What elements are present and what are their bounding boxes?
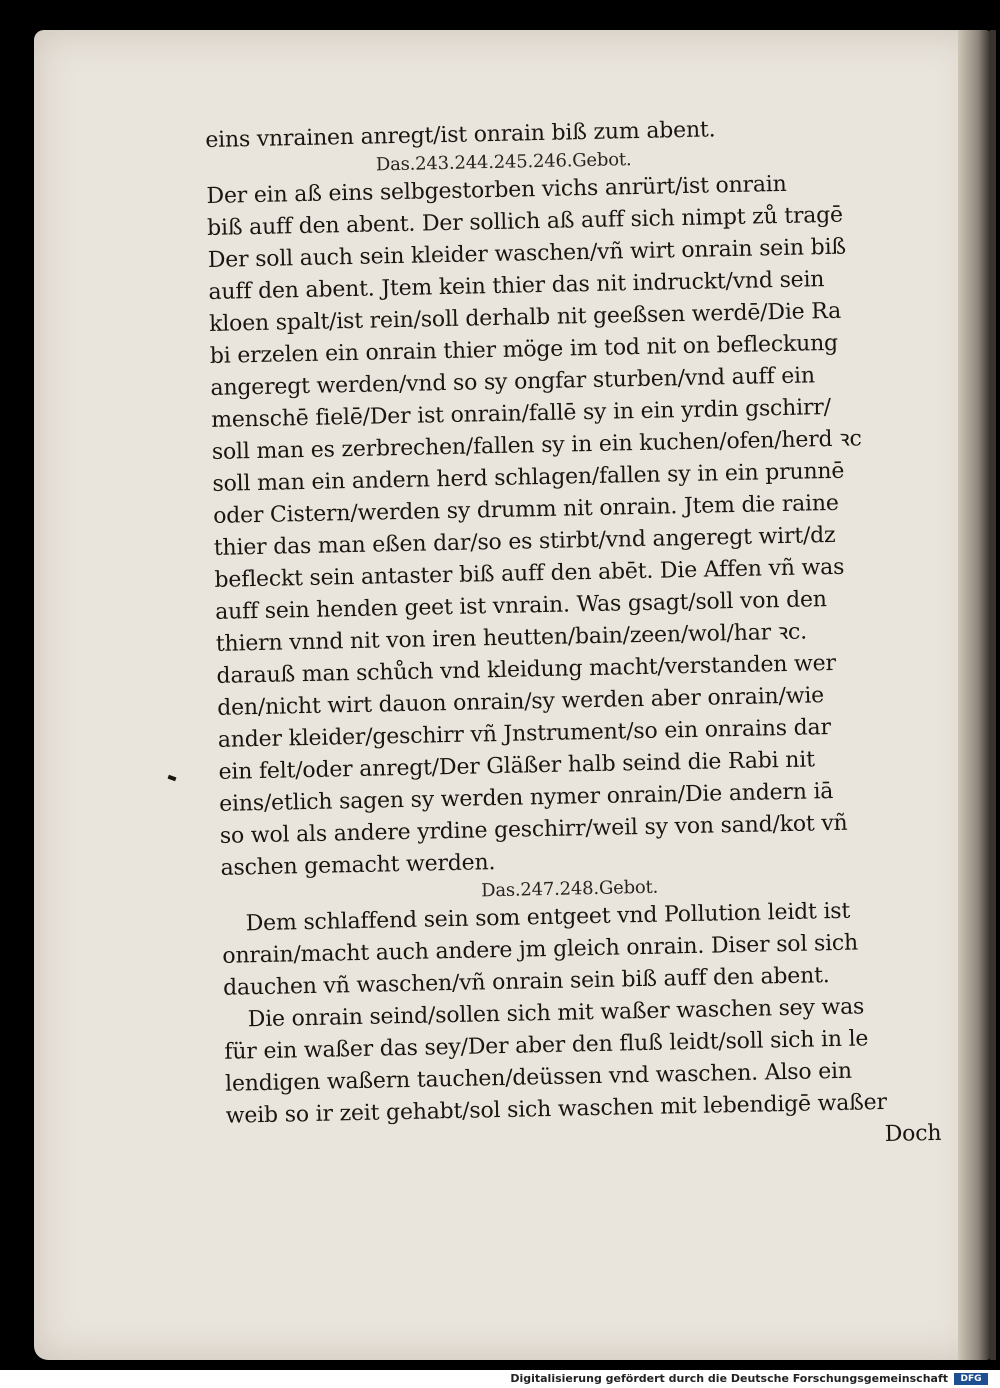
text-line: bi erzelen ein onrain thier möge im tod nit on befleckung	[209, 330, 839, 369]
text-line: eins vnrainen anregt/ist onrain biß zum abent.	[205, 117, 716, 153]
text-line: onrain/macht auch andere jm gleich onrain. Diser sol sich	[222, 930, 859, 969]
text-line: dauchen vñ waschen/vñ onrain sein biß auff den abent.	[222, 963, 830, 1001]
text-line: ander kleider/geschirr vñ Jnstrument/so ein onrains dar	[217, 715, 832, 753]
text-line: soll man ein andern herd schlagen/fallen sy in ein prunnē	[212, 458, 845, 497]
text-line: auff den abent. Jtem kein thier das nit indruckt/vnd sein	[208, 267, 825, 305]
text-line: soll man es zerbrechen/fallen sy in ein kuchen/ofen/herd ꝛc	[211, 426, 862, 465]
text-line: für ein waßer das sey/Der aber den fluß leidt/soll sich in le	[224, 1026, 869, 1065]
page-gutter	[958, 30, 992, 1360]
paragraph-start-line: Dem schlaffend sein som entgeet vnd Pollution leidt ist	[245, 898, 851, 937]
text-line: menschē fielē/Der ist onrain/fallē sy in ein yrdin gschirr/	[210, 394, 832, 433]
text-line: auff sein henden geet ist vnrain. Was gsagt/soll von den	[214, 587, 828, 625]
catchword: Doch	[884, 1120, 942, 1147]
binding-edge	[990, 30, 996, 1360]
footer-credit: Digitalisierung gefördert durch die Deutsche Forschungsgemeinschaft	[510, 1372, 948, 1385]
text-line: Der soll auch sein kleider waschen/vñ wirt onrain sein biß	[207, 234, 847, 273]
text-line: weib so ir zeit gehabt/sol sich waschen mit lebendigē waßer	[225, 1089, 888, 1129]
text-line: lendigen waßern tauchen/deüssen vnd waschen. Also ein	[224, 1058, 853, 1097]
text-line: befleckt sein antaster biß auff den abēt. Die Affen vñ was	[214, 554, 845, 593]
page-text	[205, 110, 942, 1165]
text-line: kloen spalt/ist rein/soll derhalb nit geeßsen werdē/Die Ra	[208, 298, 842, 337]
text-line: oder Cistern/werden sy drumm nit onrain. Jtem die raine	[212, 490, 839, 529]
text-line: aschen gemacht werden.	[220, 850, 496, 881]
text-line: biß auff den abent. Der sollich aß auff sich nimpt zů tragē	[206, 202, 844, 241]
text-line: Der ein aß eins selbgestorben vichs anrürt/ist onrain	[206, 171, 787, 209]
text-line: den/nicht wirt dauon onrain/sy werden aber onrain/wie	[216, 683, 825, 721]
text-line: eins/etlich sagen sy werden nymer onrain/Die andern iā	[218, 778, 834, 817]
text-line: so wol als andere yrdine geschirr/weil sy von sand/kot vñ	[219, 810, 848, 849]
text-line: darauß man schůch vnd kleidung macht/verstanden wer	[216, 650, 837, 689]
text-line: ein felt/oder anregt/Der Gläßer halb seind die Rabi nit	[218, 747, 815, 785]
text-line: thiern vnnd nit von iren heutten/bain/zeen/wol/har ꝛc.	[215, 619, 808, 657]
text-line: thier das man eßen dar/so es stirbt/vnd angeregt wirt/dz	[213, 522, 836, 561]
section-heading: Das.247.248.Gebot.	[480, 876, 659, 902]
dfg-logo: DFG	[954, 1373, 988, 1385]
section-heading: Das.243.244.245.246.Gebot.	[375, 149, 632, 176]
text-line: angeregt werden/vnd so sy ongfar sturben/vnd auff ein	[210, 363, 816, 401]
footer-bar	[0, 1370, 1000, 1388]
paragraph-start-line: Die onrain seind/sollen sich mit waßer waschen sey was	[247, 994, 865, 1033]
